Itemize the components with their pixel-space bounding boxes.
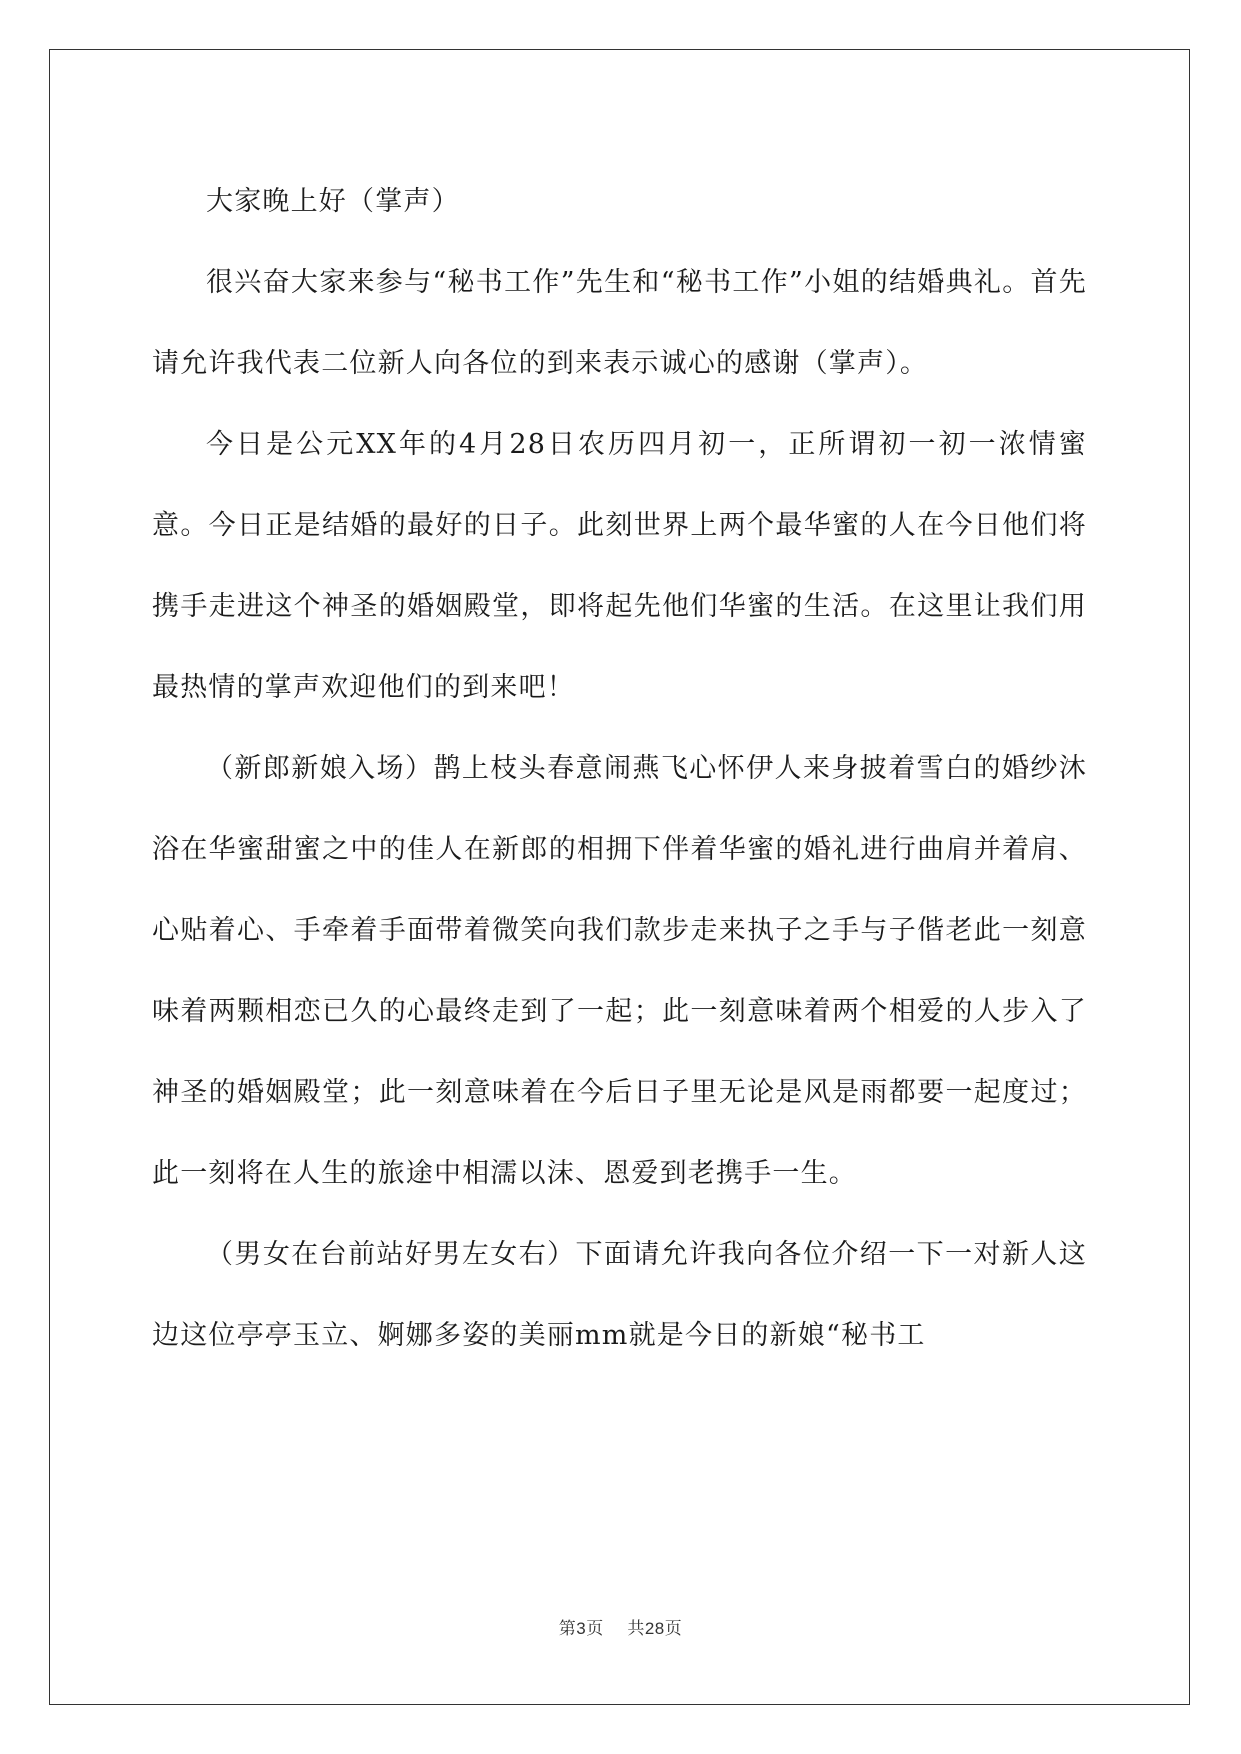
page-suffix: 页 — [586, 1619, 604, 1639]
document-body — [152, 161, 1087, 1376]
page-number-footer — [0, 1614, 1241, 1639]
current-page-number: 3 — [576, 1619, 587, 1638]
total-page-count: 28 — [644, 1619, 665, 1638]
paragraph-date: 今日是公元XX年的4月28日农历四月初一，正所谓初一初一浓情蜜意。今日正是结婚的最好的日子。此刻世界上两个最华蜜的人在今日他们将携手走进这个神圣的婚姻殿堂，即将起先他们华蜜的生活。在这里让我们用最热情的掌声欢迎他们的到来吧！ — [152, 429, 1087, 703]
total-suffix: 页 — [664, 1619, 683, 1639]
paragraph-welcome: 很兴奋大家来参与“秘书工作”先生和“秘书工作”小姐的结婚典礼。首先请允许我代表二位新人向各位的到来表示诚心的感谢（掌声）。 — [152, 267, 1087, 379]
page-prefix: 第 — [558, 1619, 577, 1639]
paragraph-introduction: （男女在台前站好男左女右）下面请允许我向各位介绍一下一对新人这边这位亭亭玉立、婀娜多姿的美丽mm就是今日的新娘“秘书工 — [152, 1239, 1087, 1351]
total-prefix: 共 — [627, 1619, 645, 1639]
paragraph-greeting: 大家晚上好（掌声） — [206, 186, 460, 217]
paragraph-entrance: （新郎新娘入场）鹊上枝头春意闹燕飞心怀伊人来身披着雪白的婚纱沐浴在华蜜甜蜜之中的佳人在新郎的相拥下伴着华蜜的婚礼进行曲肩并着肩、心贴着心、手牵着手面带着微笑向我们款步走来执子之手与子偕老此一刻意味着两颗相恋已久的心最终走到了一起；此一刻意味着两个相爱的人步入了神圣的婚姻殿堂；此一刻意味着在今后日子里无论是风是雨都要一起度过；此一刻将在人生的旅途中相濡以沫、恩爱到老携手一生。 — [152, 753, 1087, 1189]
